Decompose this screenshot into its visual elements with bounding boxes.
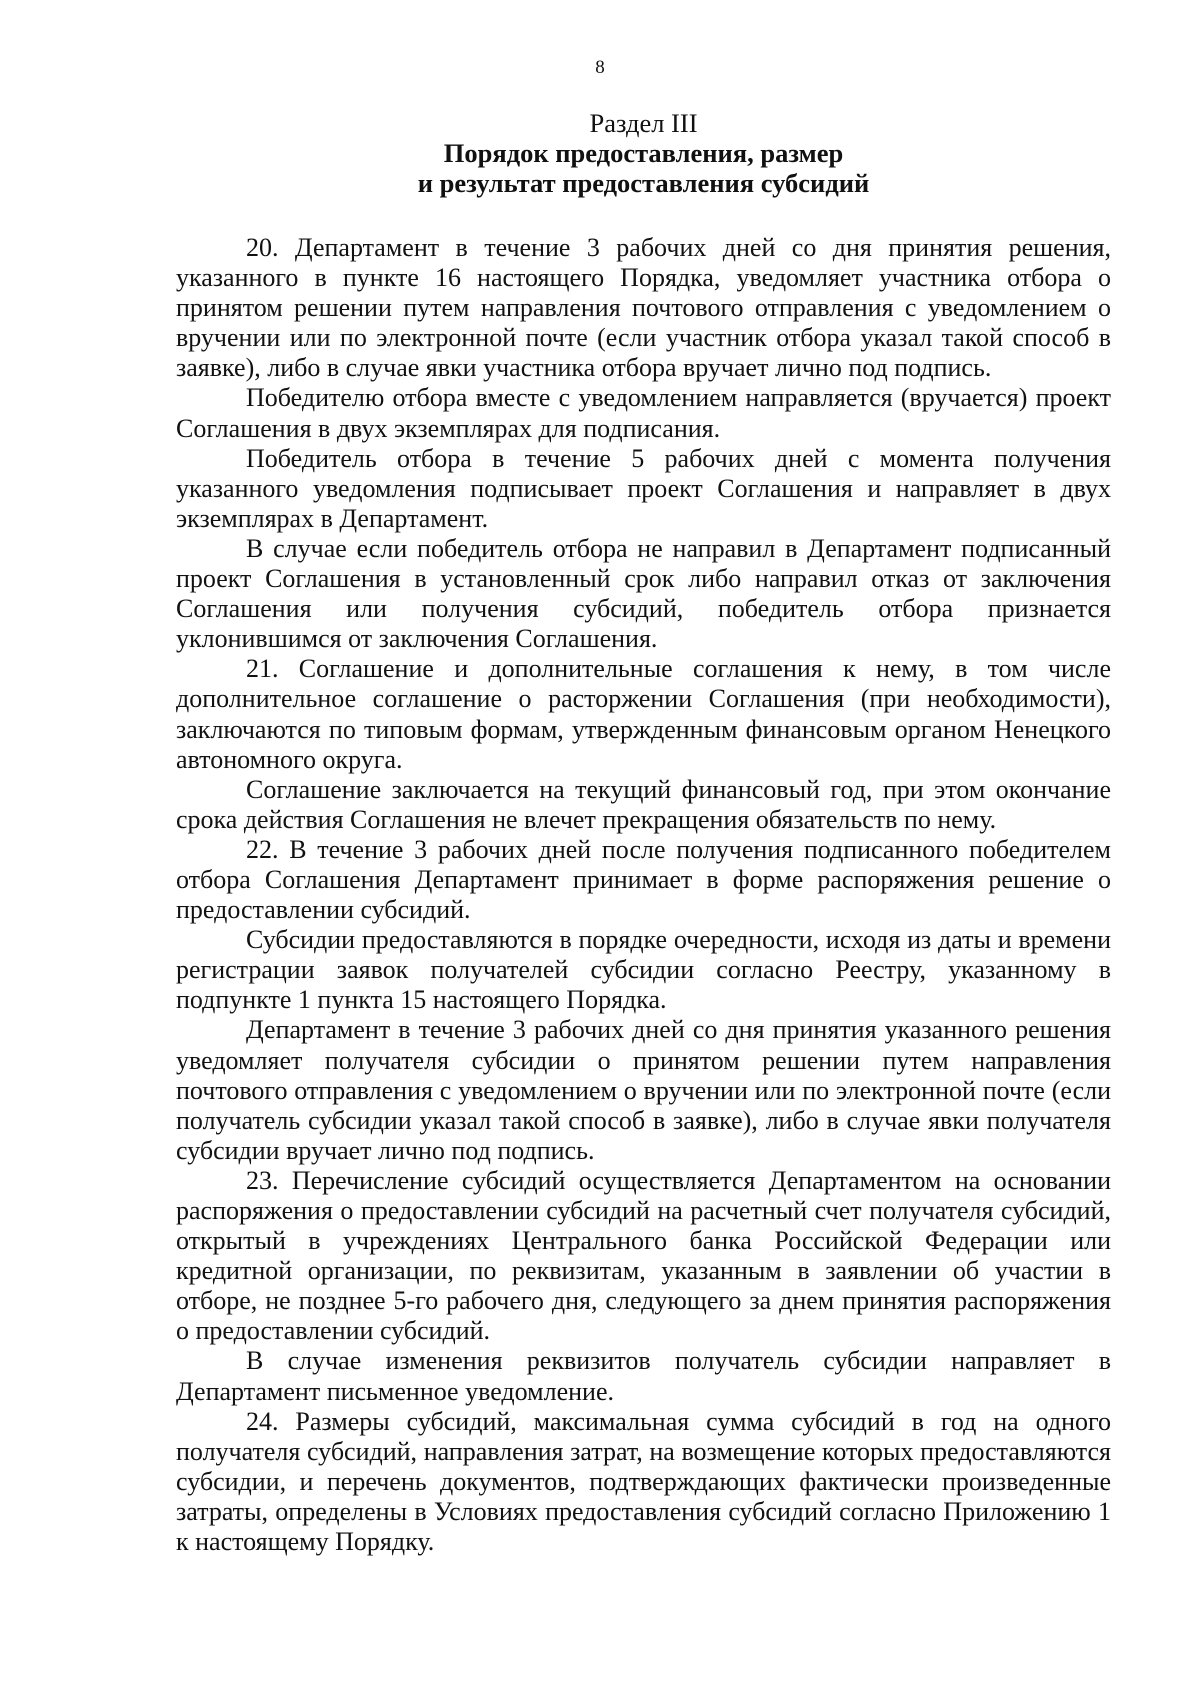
paragraph-24-subsidy-amounts: 24. Размеры субсидий, максимальная сумма субсидий в год на одного получателя субсидий, направления затрат, на возмещение которых предоставляются субсидии, и перечень документов, подтверждающих фактически произведенные затраты, определены в Условиях предоставления субсидий согласно Приложению 1 к настоящему Порядку.	[176, 1406, 1111, 1557]
paragraph-22-recipient-notification: Департамент в течение 3 рабочих дней со дня принятия указанного решения уведомляет получателя субсидии о принятом решении путем направления почтового отправления с уведомлением о вручении или по электронной почте (если получатель субсидии указал такой способ в заявке), либо в случае явки получателя субсидии вручает лично под подпись.	[176, 1015, 1111, 1165]
paragraph-20-notification: 20. Департамент в течение 3 рабочих дней со дня принятия решения, указанного в пункте 16 настоящего Порядка, уведомляет участника отбора о принятом решении путем направления почтового отправления с уведомлением о вручении или по электронной почте (если участник отбора указал такой способ в заявке), либо в случае явки участника отбора вручает лично под подпись.	[176, 233, 1111, 383]
paragraph-21-agreement-term: Соглашение заключается на текущий финансовый год, при этом окончание срока действия Соглашения не влечет прекращения обязательств по нему.	[176, 774, 1111, 834]
paragraph-20-signing-term: Победитель отбора в течение 5 рабочих дней с момента получения указанного уведомления подписывает проект Соглашения и направляет в двух экземплярах в Департамент.	[176, 443, 1111, 533]
paragraph-22-order-of-provision: Субсидии предоставляются в порядке очередности, исходя из даты и времени регистрации заявок получателей субсидии согласно Реестру, указанному в подпункте 1 пункта 15 настоящего Порядка.	[176, 925, 1111, 1015]
paragraph-20-draft-agreement: Победителю отбора вместе с уведомлением направляется (вручается) проект Соглашения в двух экземплярах для подписания.	[176, 383, 1111, 443]
section-title-line-2: и результат предоставления субсидий	[417, 168, 870, 198]
paragraph-22-decision: 22. В течение 3 рабочих дней после получения подписанного победителем отбора Соглашения Департамент принимает в форме распоряжения решение о предоставлении субсидий.	[176, 834, 1111, 925]
paragraph-23-details-change: В случае изменения реквизитов получатель субсидии направляет в Департамент письменное уведомление.	[176, 1346, 1111, 1406]
paragraph-21-agreement-forms: 21. Соглашение и дополнительные соглашения к нему, в том числе дополнительное соглашение о расторжении Соглашения (при необходимости), заключаются по типовым формам, утвержденным финансовым органом Ненецкого автономного округа.	[176, 654, 1111, 774]
paragraph-20-evasion: В случае если победитель отбора не направил в Департамент подписанный проект Соглашения в установленный срок либо направил отказ от заключения Соглашения или получения субсидий, победитель отбора признается уклонившимся от заключения Соглашения.	[176, 533, 1111, 654]
section-heading	[176, 108, 1111, 198]
document-body	[176, 233, 1111, 1557]
section-label: Раздел III	[589, 108, 698, 138]
section-title-line-1: Порядок предоставления, размер	[443, 138, 844, 168]
page-number: 8	[595, 57, 605, 78]
paragraph-23-transfer: 23. Перечисление субсидий осуществляется Департаментом на основании распоряжения о предоставлении субсидий на расчетный счет получателя субсидий, открытый в учреждениях Центрального банка Российской Федерации или кредитной организации, по реквизитам, указанным в заявлении об участии в отборе, не позднее 5-го рабочего дня, следующего за днем принятия распоряжения о предоставлении субсидий.	[176, 1165, 1111, 1346]
